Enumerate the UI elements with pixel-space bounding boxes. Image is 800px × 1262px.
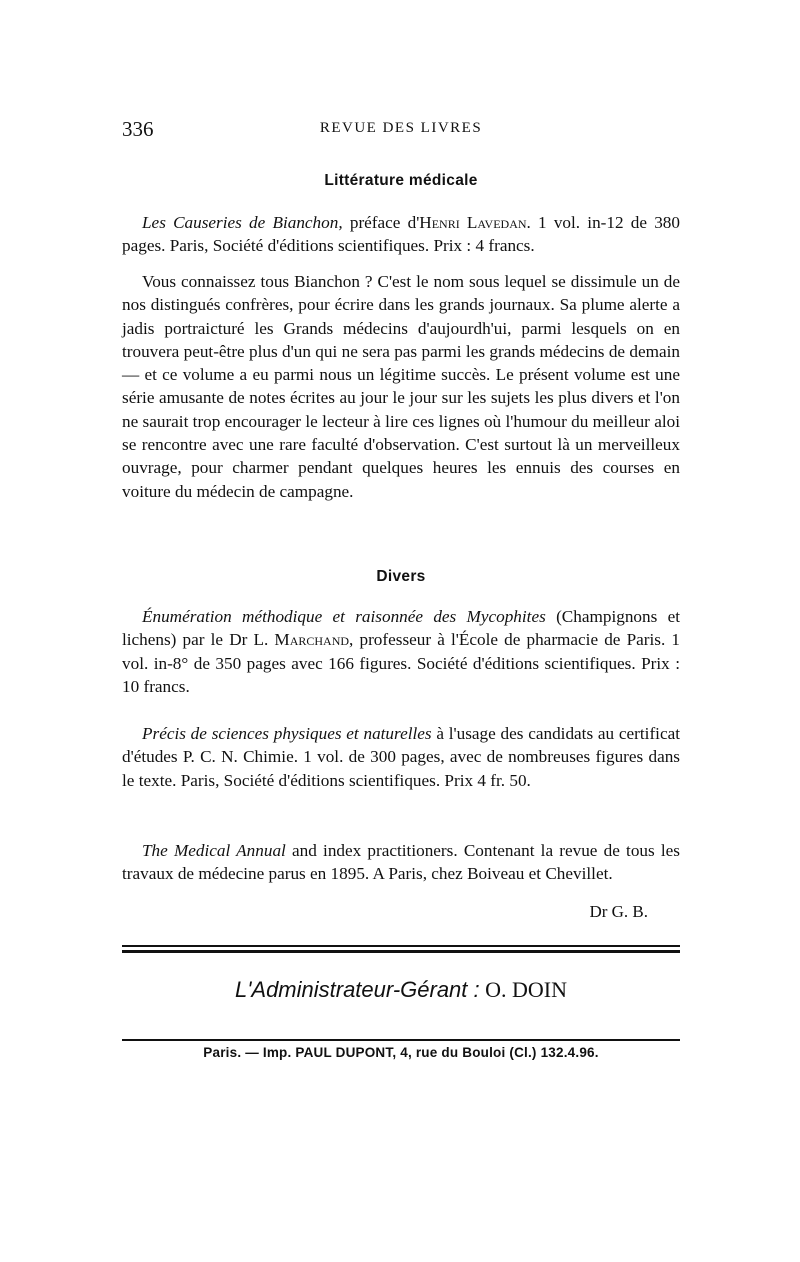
administrator-label: L'Administrateur-Gérant :	[234, 977, 480, 1002]
entry-causeries-de-bianchon	[122, 211, 680, 258]
entry-title: Énumération méthodique et raisonnée des Mycophites	[142, 607, 546, 626]
administrator-line	[122, 977, 680, 1003]
entry-mycophites	[122, 605, 680, 698]
running-head	[122, 117, 680, 141]
entry-text: à l'usage des candidats au certificat d'études P. C. N. Chimie. 1 vol. de 300 pages, avec de nombreuses figures dans le texte. Paris, Société d'éditions scientifiques. Prix 4 fr. 50.	[122, 724, 680, 790]
entry-title: The Medical Annual	[142, 841, 286, 860]
reviewer-signature: Dr G. B.	[589, 902, 648, 921]
section-heading-medicale: Littérature médicale	[324, 172, 478, 189]
administrator-name: O. DOIN	[485, 977, 568, 1002]
entry-text: and index practitioners. Contenant la revue de tous les travaux de médecine parus en 1895. A Paris, chez Boiveau et Chevillet.	[122, 841, 680, 884]
entry-text: préface d'	[342, 213, 420, 232]
printer-imprint: Paris. — Imp. PAUL DUPONT, 4, rue du Bouloi (Cl.) 132.4.96.	[203, 1045, 599, 1060]
entry-title: Précis de sciences physiques et naturelles	[142, 724, 432, 743]
page-number: 336	[122, 117, 154, 141]
review-paragraph	[122, 270, 680, 503]
entry-author: Henri Lavedan	[419, 213, 527, 232]
entry-medical-annual	[122, 839, 680, 886]
running-title: REVUE DES LIVRES	[319, 120, 483, 136]
section-heading-divers: Divers	[376, 568, 426, 585]
entry-details: , professeur à l'École de pharmacie de Paris. 1 vol. in-8° de 350 pages avec 166 figures. Société d'éditions scientifiques. Prix : 10 francs.	[122, 630, 680, 696]
entry-text: (Champignons et lichens) par le Dr L.	[122, 607, 680, 650]
divider-rule	[122, 1039, 680, 1041]
entry-precis-de-sciences	[122, 722, 680, 792]
entry-details: . 1 vol. in-12 de 380 pages. Paris, Société d'éditions scientifiques. Prix : 4 francs.	[122, 213, 680, 256]
entry-title: Les Causeries de Bianchon,	[142, 213, 343, 232]
review-text: Vous connaissez tous Bianchon ? C'est le nom sous lequel se dissimule un de nos distingués confrères, pour écrire dans les grands journaux. Sa plume alerte a jadis portraicturé les Grands médecins d'aujourdh'ui, parmi lesquels on en trouvera peut-être plus d'un qui ne sera pas parmi les grands médecins de demain — et ce volume a eu parmi nous un légitime succès. Le présent volume est une série amusante de notes écrites au jour le jour sur les sujets les plus divers et l'on ne saurait trop encourager le lecteur à lire ces lignes où l'humour du meilleur aloi se rencontre avec une rare faculté d'observation. C'est surtout là un merveilleux ouvrage, pour charmer pendant quelques heures les ennuis des courses en voiture du médecin de campagne.	[122, 272, 680, 501]
entry-author: Marchand	[274, 630, 350, 650]
divider-rule	[122, 945, 680, 947]
divider-rule	[122, 950, 680, 953]
